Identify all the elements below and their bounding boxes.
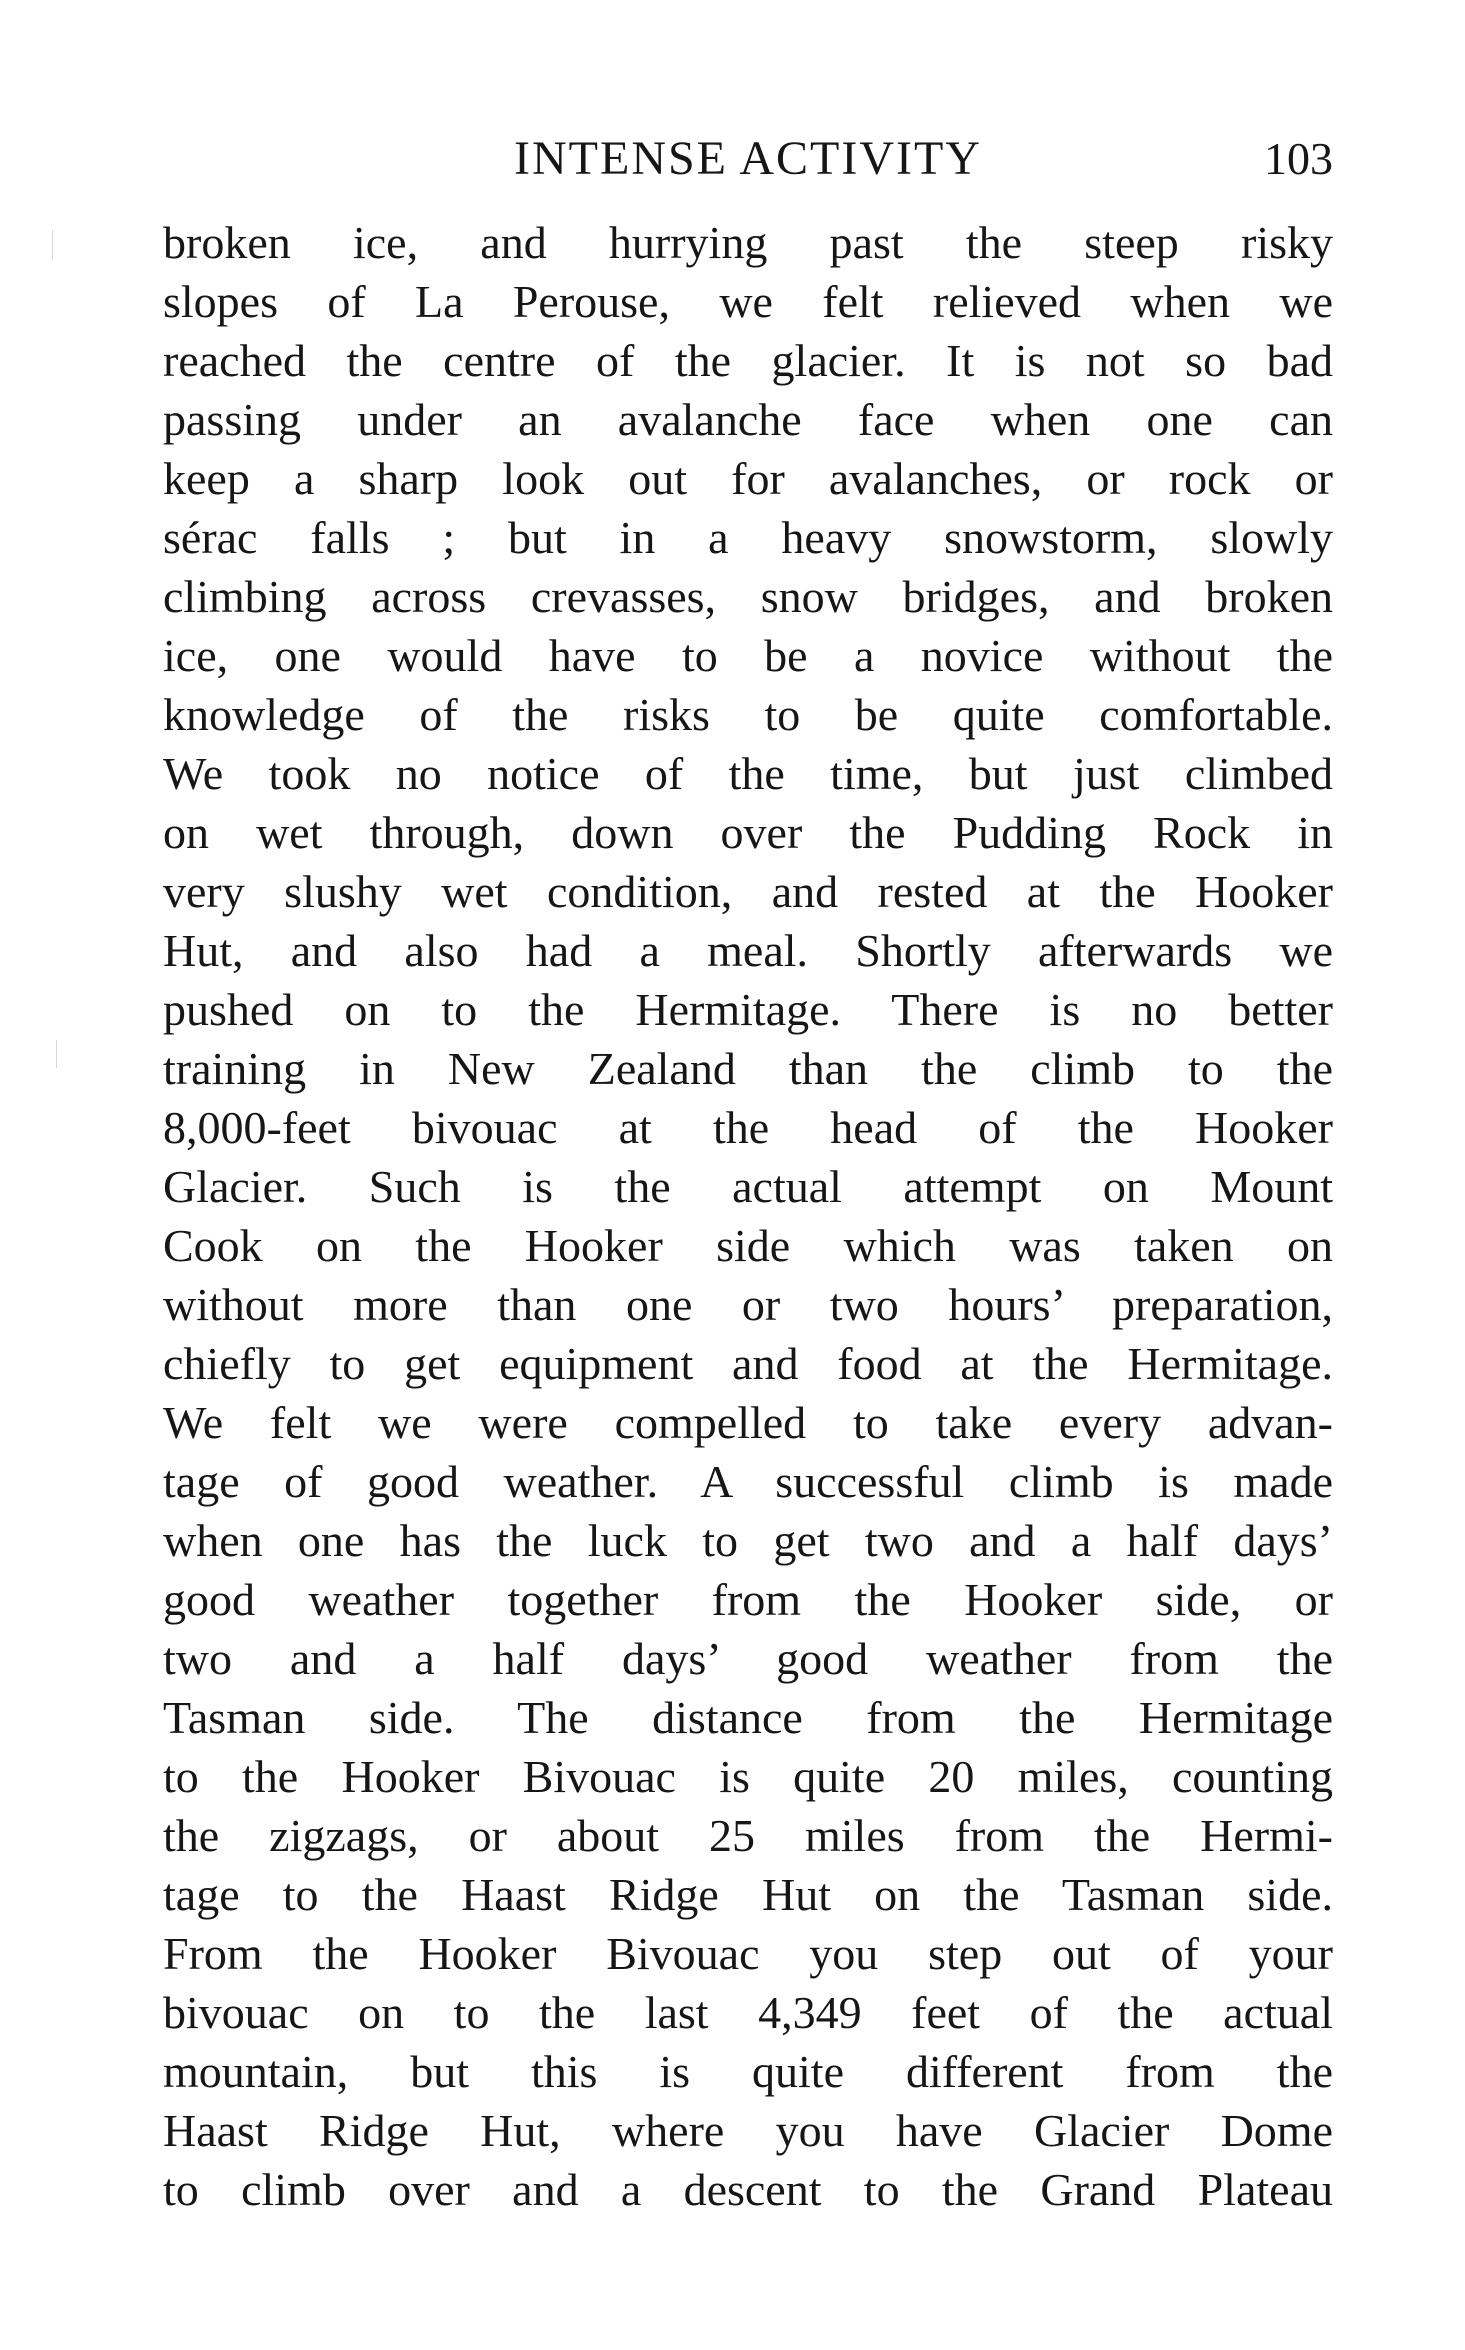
text-line: to the Hooker Bivouac is quite 20 miles, counting	[163, 1751, 1333, 1802]
text-line: Cook on the Hooker side which was taken on	[163, 1220, 1333, 1271]
text-line: passing under an avalanche face when one can	[163, 394, 1333, 445]
page-number: 103	[1264, 133, 1333, 184]
text-line: 8,000-feet bivouac at the head of the Hooker	[163, 1102, 1333, 1153]
text-line: good weather together from the Hooker side, or	[163, 1574, 1333, 1625]
text-line: reached the centre of the glacier. It is not so bad	[163, 335, 1333, 386]
text-line: chiefly to get equipment and food at the Hermitage.	[163, 1338, 1333, 1389]
text-line: very slushy wet condition, and rested at the Hooker	[163, 866, 1333, 917]
running-head	[163, 124, 1333, 194]
text-line: ice, one would have to be a novice without the	[163, 630, 1333, 681]
running-head-title: INTENSE ACTIVITY	[514, 132, 982, 185]
text-line: two and a half days’ good weather from the	[163, 1633, 1333, 1684]
text-line: tage of good weather. A successful climb is made	[163, 1456, 1333, 1507]
text-line: Tasman side. The distance from the Hermitage	[163, 1692, 1333, 1743]
text-line: knowledge of the risks to be quite comfortable.	[163, 689, 1333, 740]
text-line: pushed on to the Hermitage. There is no better	[163, 984, 1333, 1035]
text-line: tage to the Haast Ridge Hut on the Tasman side.	[163, 1869, 1333, 1920]
text-line: sérac falls ; but in a heavy snowstorm, slowly	[163, 512, 1333, 563]
left-margin-mark	[56, 1040, 57, 1068]
text-line: without more than one or two hours’ preparation,	[163, 1279, 1333, 1330]
text-line: bivouac on to the last 4,349 feet of the actual	[163, 1987, 1333, 2038]
text-line: We took no notice of the time, but just climbed	[163, 748, 1333, 799]
text-line: From the Hooker Bivouac you step out of your	[163, 1928, 1333, 1979]
text-line: mountain, but this is quite different from the	[163, 2046, 1333, 2097]
text-line: slopes of La Perouse, we felt relieved when we	[163, 276, 1333, 327]
left-margin-mark	[52, 230, 53, 260]
text-line: We felt we were compelled to take every advan-	[163, 1397, 1333, 1448]
text-line: Haast Ridge Hut, where you have Glacier Dome	[163, 2105, 1333, 2156]
body-text	[163, 213, 1333, 2219]
text-line: the zigzags, or about 25 miles from the Hermi-	[163, 1810, 1333, 1861]
text-line: Hut, and also had a meal. Shortly afterwards we	[163, 925, 1333, 976]
text-line: on wet through, down over the Pudding Rock in	[163, 807, 1333, 858]
text-line: climbing across crevasses, snow bridges, and broken	[163, 571, 1333, 622]
text-line: broken ice, and hurrying past the steep risky	[163, 217, 1333, 268]
text-line: to climb over and a descent to the Grand Plateau	[163, 2164, 1333, 2215]
text-line: Glacier. Such is the actual attempt on Mount	[163, 1161, 1333, 1212]
text-line: training in New Zealand than the climb to the	[163, 1043, 1333, 1094]
text-line: when one has the luck to get two and a half days’	[163, 1515, 1333, 1566]
text-line: keep a sharp look out for avalanches, or rock or	[163, 453, 1333, 504]
